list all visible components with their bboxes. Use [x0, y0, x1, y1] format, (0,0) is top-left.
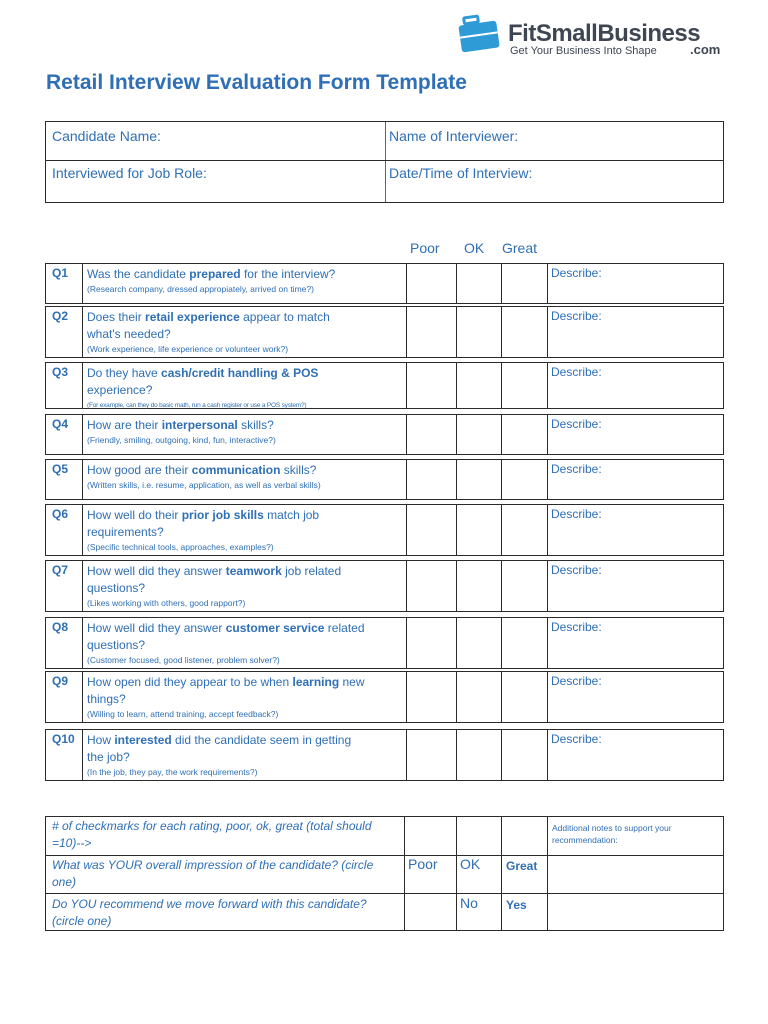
divider: [385, 122, 386, 202]
question-text-pre: How well do their: [87, 508, 182, 522]
rating-cell-great[interactable]: [502, 672, 547, 722]
checkmarks-label: # of checkmarks for each rating, poor, ok, great (total should =10)-->: [52, 819, 372, 850]
divider: [501, 817, 502, 930]
question-row: [45, 263, 724, 304]
describe-field[interactable]: Describe:: [551, 620, 602, 634]
recommend-option-no[interactable]: No: [460, 895, 478, 911]
rating-cell-ok[interactable]: [457, 505, 501, 555]
question-text-pre: Was the candidate: [87, 267, 190, 281]
divider: [456, 817, 457, 930]
divider: [547, 415, 548, 454]
summary-table: [45, 816, 724, 931]
question-text-keyword: interpersonal: [161, 418, 238, 432]
rating-cell-poor[interactable]: [407, 363, 456, 408]
question-text: [87, 309, 365, 356]
divider: [547, 307, 548, 357]
question-text-keyword: prior job skills: [181, 508, 264, 522]
question-text-pre: How good are their: [87, 463, 192, 477]
rating-header-great: Great: [502, 240, 538, 256]
rating-cell-poor[interactable]: [407, 672, 456, 722]
divider: [82, 505, 83, 555]
divider: [404, 817, 405, 930]
rating-cell-great[interactable]: [502, 618, 547, 668]
rating-cell-poor[interactable]: [407, 264, 456, 303]
recommend-option-yes[interactable]: Yes: [506, 898, 527, 912]
question-text: [87, 674, 365, 721]
divider: [46, 855, 723, 856]
question-row: [45, 306, 724, 358]
divider: [547, 618, 548, 668]
question-text-keyword: retail experience: [145, 310, 240, 324]
question-row: [45, 671, 724, 723]
question-hint: (Specific technical tools, approaches, examples?): [87, 542, 274, 552]
question-row: [45, 362, 724, 409]
rating-cell-ok[interactable]: [457, 730, 501, 780]
question-number: Q1: [52, 266, 69, 280]
briefcase-icon: [458, 14, 502, 54]
describe-field[interactable]: Describe:: [551, 365, 602, 379]
question-number: Q5: [52, 462, 69, 476]
question-hint: (Customer focused, good listener, problem solver?): [87, 655, 280, 665]
question-text-pre: Does their: [87, 310, 146, 324]
candidate-name-field[interactable]: Candidate Name:: [52, 128, 161, 144]
rating-cell-great[interactable]: [502, 307, 547, 357]
divider: [547, 730, 548, 780]
question-text-keyword: interested: [114, 733, 172, 747]
question-number: Q9: [52, 674, 69, 688]
divider: [46, 893, 723, 894]
divider: [82, 460, 83, 499]
impression-option-great[interactable]: Great: [506, 859, 538, 873]
question-text-post: new things?: [87, 675, 365, 706]
question-hint: (For example, can they do basic math, run a cash register or use a POS system?): [87, 402, 307, 409]
rating-cell-poor[interactable]: [407, 415, 456, 454]
describe-field[interactable]: Describe:: [551, 563, 602, 577]
question-hint: (In the job, they pay, the work requirements?): [87, 767, 258, 777]
question-text-pre: How well did they answer: [87, 621, 226, 635]
question-text-keyword: cash/credit handling & POS: [161, 366, 319, 380]
question-hint: (Willing to learn, attend training, accept feedback?): [87, 709, 279, 719]
question-text-post: skills?: [280, 463, 317, 477]
question-number: Q10: [52, 732, 75, 746]
divider: [82, 415, 83, 454]
question-hint: (Friendly, smiling, outgoing, kind, fun, interactive?): [87, 435, 276, 445]
question-text-post: skills?: [237, 418, 274, 432]
divider: [547, 561, 548, 611]
impression-label: What was YOUR overall impression of the candidate? (circle one): [52, 858, 374, 889]
question-text-post: match job requirements?: [87, 508, 320, 539]
question-number: Q6: [52, 507, 69, 521]
rating-cell-poor[interactable]: [407, 618, 456, 668]
question-text-pre: How open did they appear to be when: [87, 675, 293, 689]
question-text-post: did the candidate seem in getting the job?: [87, 733, 352, 764]
describe-field[interactable]: Describe:: [551, 507, 602, 521]
rating-header-ok: OK: [464, 240, 485, 256]
question-text-keyword: teamwork: [225, 564, 282, 578]
question-text-keyword: communication: [191, 463, 281, 477]
question-text-post: job related questions?: [87, 564, 342, 595]
question-text-pre: How: [87, 733, 115, 747]
question-text: [87, 462, 365, 492]
divider: [46, 160, 723, 161]
question-row: [45, 414, 724, 455]
date-time-field[interactable]: Date/Time of Interview:: [389, 165, 533, 181]
page-title: Retail Interview Evaluation Form Template: [46, 71, 467, 94]
divider: [547, 363, 548, 408]
question-text-post: appear to match what's needed?: [87, 310, 330, 341]
describe-field[interactable]: Describe:: [551, 732, 602, 746]
question-hint: (Written skills, i.e. resume, application, as well as verbal skills): [87, 480, 321, 490]
question-row: [45, 560, 724, 612]
divider: [82, 618, 83, 668]
rating-cell-ok[interactable]: [457, 415, 501, 454]
logo-com: .com: [690, 42, 721, 57]
rating-cell-great[interactable]: [502, 264, 547, 303]
divider: [547, 460, 548, 499]
rating-cell-poor[interactable]: [407, 561, 456, 611]
question-text-keyword: customer service: [225, 621, 325, 635]
rating-cell-poor[interactable]: [407, 460, 456, 499]
rating-cell-great[interactable]: [502, 363, 547, 408]
question-number: Q8: [52, 620, 69, 634]
question-number: Q4: [52, 417, 69, 431]
rating-cell-great[interactable]: [502, 415, 547, 454]
question-text: [87, 620, 365, 667]
question-text-pre: How are their: [87, 418, 162, 432]
rating-cell-ok[interactable]: [457, 672, 501, 722]
describe-field[interactable]: Describe:: [551, 674, 602, 688]
divider: [547, 672, 548, 722]
describe-field[interactable]: Describe:: [551, 417, 602, 431]
question-text-keyword: prepared: [189, 267, 241, 281]
divider: [547, 505, 548, 555]
question-text-post: for the interview?: [240, 267, 336, 281]
question-text: [87, 732, 365, 779]
describe-field[interactable]: Describe:: [551, 266, 602, 280]
question-row: [45, 729, 724, 781]
rating-cell-ok[interactable]: [457, 460, 501, 499]
question-hint: (Likes working with others, good rapport?): [87, 598, 246, 608]
rating-cell-great[interactable]: [502, 561, 547, 611]
divider: [547, 817, 548, 930]
question-number: Q3: [52, 365, 69, 379]
divider: [82, 730, 83, 780]
question-number: Q7: [52, 563, 69, 577]
question-text-post: related questions?: [87, 621, 365, 652]
rating-cell-ok[interactable]: [457, 264, 501, 303]
question-hint: (Work experience, life experience or volunteer work?): [87, 344, 289, 354]
divider: [82, 307, 83, 357]
rating-cell-ok[interactable]: [457, 307, 501, 357]
impression-option-poor[interactable]: Poor: [408, 856, 438, 872]
logo-brand: FitSmallBusiness: [508, 20, 701, 47]
logo-tagline: Get Your Business Into Shape: [510, 45, 657, 57]
fitsmallbusiness-logo: [458, 14, 728, 58]
question-text: [87, 563, 365, 610]
interviewer-name-field[interactable]: Name of Interviewer:: [389, 128, 519, 144]
divider: [82, 672, 83, 722]
additional-notes-label: Additional notes to support your recommendation:: [552, 823, 672, 845]
rating-cell-great[interactable]: [502, 460, 547, 499]
question-row: [45, 504, 724, 556]
question-row: [45, 617, 724, 669]
describe-field[interactable]: Describe:: [551, 309, 602, 323]
divider: [547, 264, 548, 303]
rating-cell-great[interactable]: [502, 730, 547, 780]
rating-cell-great[interactable]: [502, 505, 547, 555]
question-text-pre: How well did they answer: [87, 564, 226, 578]
describe-field[interactable]: Describe:: [551, 462, 602, 476]
question-hint: (Research company, dressed appropiately, arrived on time?): [87, 284, 314, 294]
divider: [82, 264, 83, 303]
question-text-pre: Do they have: [87, 366, 162, 380]
rating-cell-poor[interactable]: [407, 505, 456, 555]
impression-option-ok[interactable]: OK: [460, 856, 481, 872]
rating-cell-ok[interactable]: [457, 363, 501, 408]
question-row: [45, 459, 724, 500]
question-text: [87, 266, 365, 296]
question-text-keyword: learning: [292, 675, 340, 689]
rating-header-poor: Poor: [410, 240, 440, 256]
recommend-label: Do YOU recommend we move forward with this candidate? (circle one): [52, 897, 367, 928]
question-text: [87, 365, 365, 412]
job-role-field[interactable]: Interviewed for Job Role:: [52, 165, 207, 181]
rating-cell-poor[interactable]: [407, 307, 456, 357]
rating-cell-poor[interactable]: [407, 730, 456, 780]
rating-cell-ok[interactable]: [457, 618, 501, 668]
divider: [82, 363, 83, 408]
question-text: [87, 507, 365, 554]
question-text: [87, 417, 365, 447]
question-number: Q2: [52, 309, 69, 323]
divider: [82, 561, 83, 611]
rating-cell-ok[interactable]: [457, 561, 501, 611]
candidate-info-table: [45, 121, 724, 203]
question-text-post: experience?: [87, 383, 153, 397]
